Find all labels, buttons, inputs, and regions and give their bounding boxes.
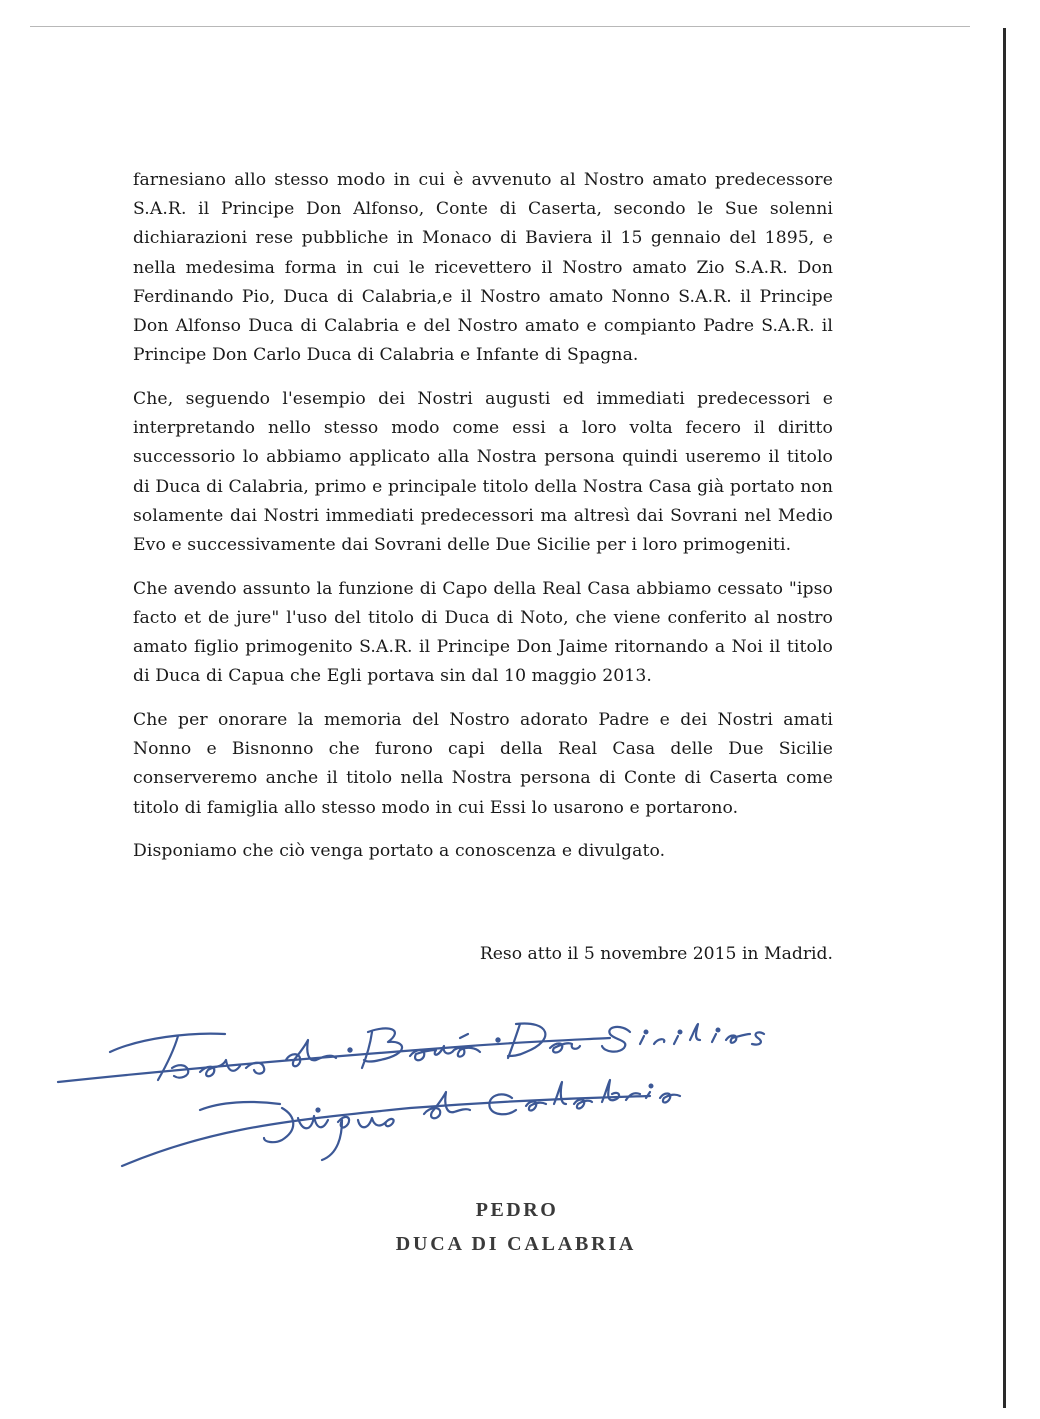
paragraph-head-of-house: Che avendo assunto la funzione di Capo della Real Casa abbiamo cessato "ipso facto et de jure" l'uso del titolo di Duca di Noto, che viene conferito al nostro amato figlio primogenito S.A.R. il Principe Don Jaime ritornando a Noi il titolo di Duca di Capua che Egli portava sin dal 10 maggio 2013. bbox=[133, 578, 833, 687]
decree-body bbox=[133, 166, 833, 881]
paragraph-predecessors: farnesiano allo stesso modo in cui è avvenuto al Nostro amato predecessore S.A.R. il Principe Don Alfonso, Conte di Caserta, secondo le Sue solenni dichiarazioni rese pubbliche in Monaco di Baviera il 15 gennaio del 1895, e nella medesima forma in cui le ricevettero il Nostro amato Zio S.A.R. Don Ferdinando Pio, Duca di Calabria,e il Nostro amato Nonno S.A.R. il Principe Don Alfonso Duca di Calabria e del Nostro amato e compianto Padre S.A.R. il Principe Don Carlo Duca di Calabria e Infante di Spagna. bbox=[133, 170, 833, 366]
paragraph-disposition: Disponiamo che ciò venga portato a conoscenza e divulgato. bbox=[133, 841, 666, 862]
top-scan-edge bbox=[30, 26, 970, 27]
place-and-date: Reso atto il 5 novembre 2015 in Madrid. bbox=[479, 944, 833, 964]
paragraph-family-title: Che per onorare la memoria del Nostro adorato Padre e dei Nostri amati Nonno e Bisnonno che furono capi della Real Casa delle Due Sicilie conserveremo anche il titolo nella Nostra persona di Conte di Caserta come titolo di famiglia allo stesso modo in cui Essi lo usarono e portarono. bbox=[133, 709, 833, 818]
signer-title: DUCA DI CALABRIA bbox=[395, 1233, 637, 1255]
signer-name: PEDRO bbox=[475, 1199, 559, 1221]
handwritten-signature bbox=[50, 1010, 810, 1180]
paragraph-succession: Che, seguendo l'esempio dei Nostri augusti ed immediati predecessori e interpretando nello stesso modo come essi a loro volta fecero il diritto successorio lo abbiamo applicato alla Nostra persona quindi useremo il titolo di Duca di Calabria, primo e principale titolo della Nostra Casa già portato non solamente dai Nostri immediati predecessori ma altresì dai Sovrani nel Medio Evo e successivamente dai Sovrani delle Due Sicilie per i loro primogeniti. bbox=[133, 388, 833, 555]
